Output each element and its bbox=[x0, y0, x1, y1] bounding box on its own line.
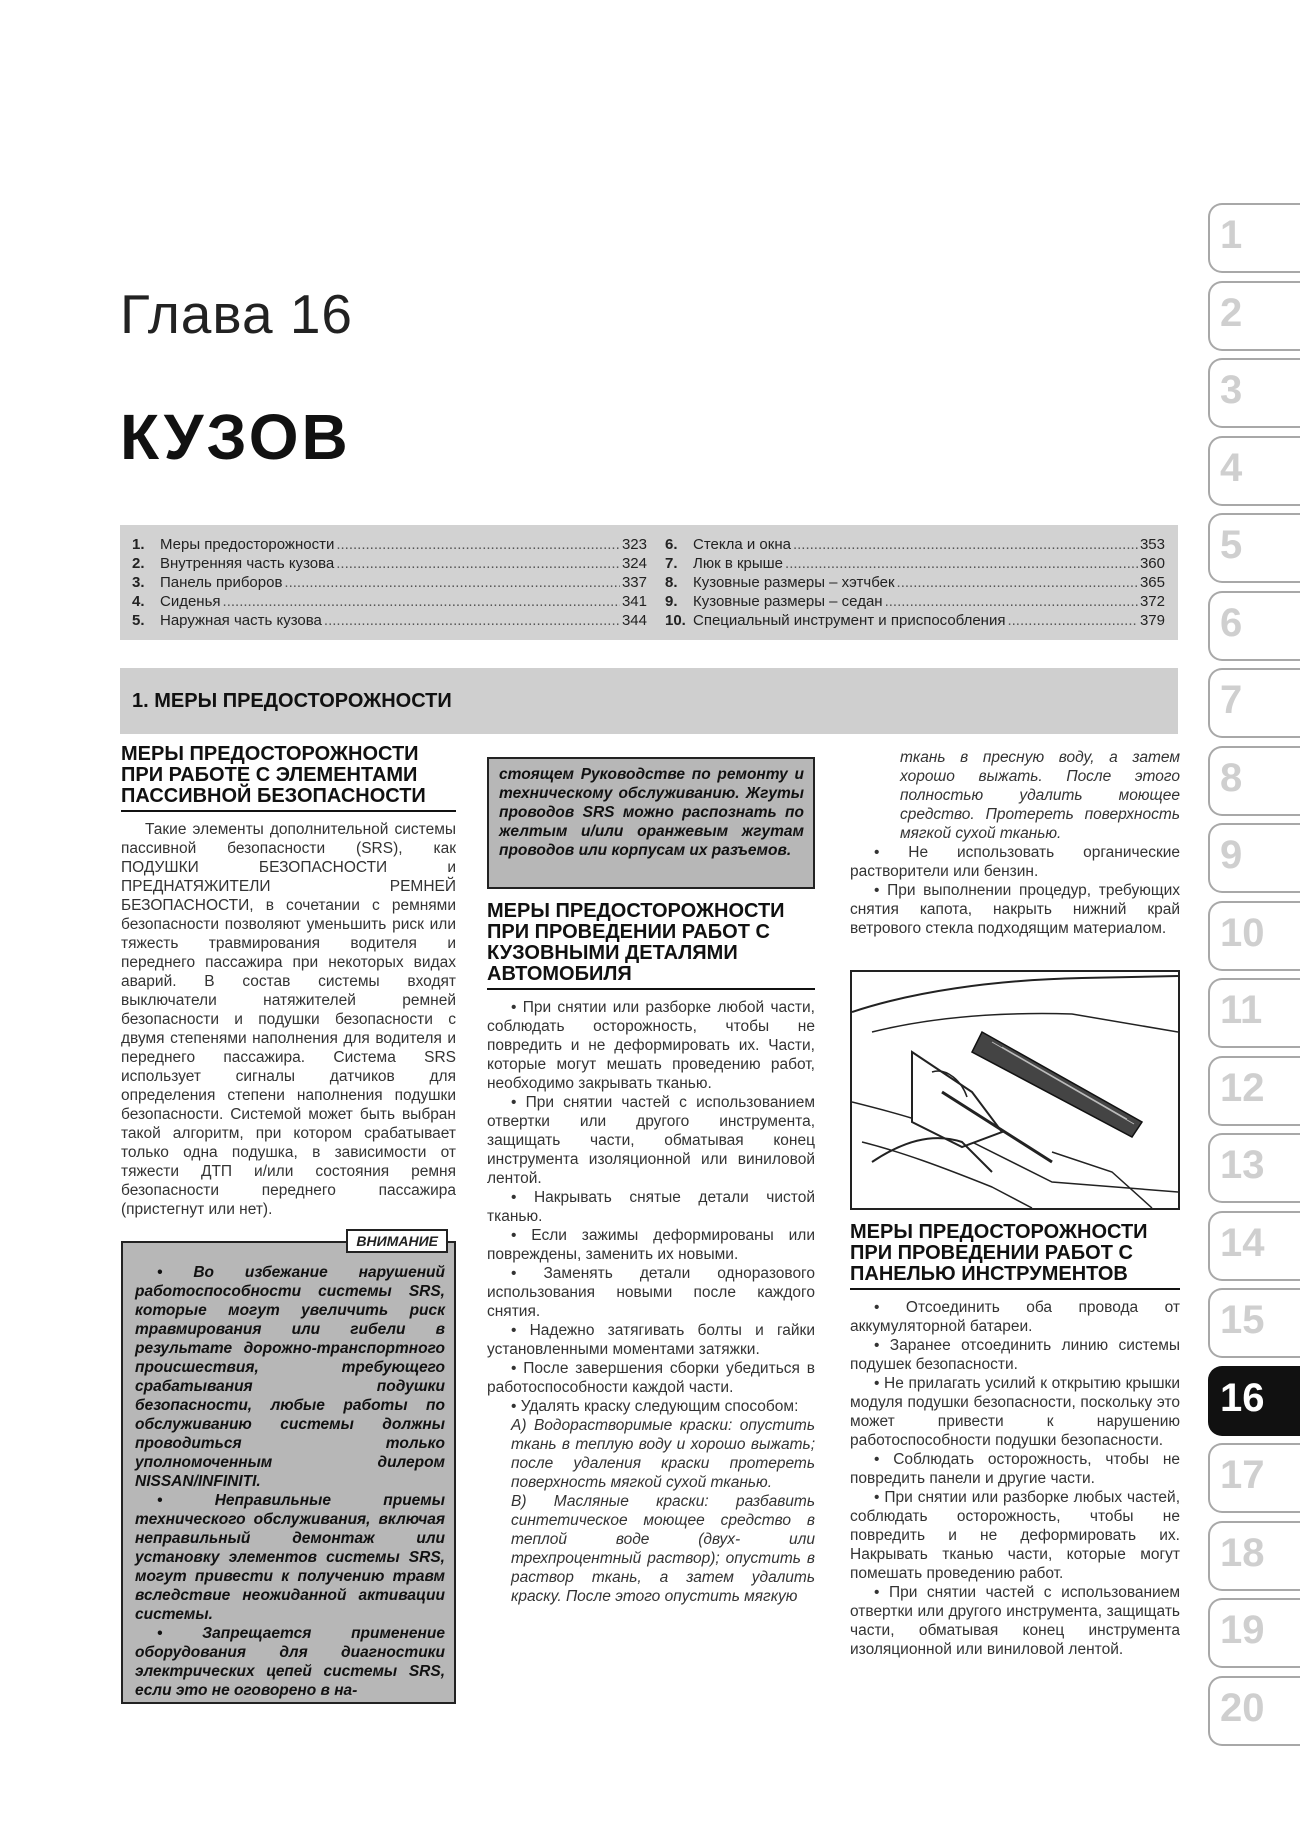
toc-row[interactable] bbox=[665, 535, 1165, 554]
chapter-tab-label: 13 bbox=[1220, 1143, 1265, 1187]
toc-page-number: 372 bbox=[1139, 593, 1165, 610]
chapter-tab-2[interactable] bbox=[1208, 281, 1300, 351]
toc-number: 2. bbox=[132, 555, 145, 572]
list-item: • Не использовать органические растворители или бензин. bbox=[850, 844, 1180, 880]
list-item: • При снятии или разборке любых частей, соблюдать осторожность, чтобы не повредить и не деформировать их. Накрывать тканью части, которые могут помешать проведению работ. bbox=[850, 1489, 1180, 1582]
toc-title: Кузовные размеры – седан bbox=[693, 593, 883, 610]
chapter-tab-label: 4 bbox=[1220, 445, 1243, 490]
toc-title: Наружная часть кузова bbox=[160, 612, 322, 629]
toc-leader bbox=[324, 611, 620, 630]
toc-leader bbox=[223, 592, 620, 611]
col3-heading: МЕРЫ ПРЕДОСТОРОЖНОСТИ ПРИ ПРОВЕДЕНИИ РАБОТ С ПАНЕЛЬЮ ИНСТРУМЕНТОВ bbox=[850, 1222, 1180, 1290]
warning-text bbox=[135, 1263, 445, 1700]
toc-leader bbox=[1007, 611, 1138, 630]
section-title: 1. МЕРЫ ПРЕДОСТОРОЖНОСТИ bbox=[132, 690, 452, 712]
chapter-tab-label: 8 bbox=[1220, 755, 1243, 800]
list-item: • При снятии частей с использованием отвертки или другого инструмента, защищать части, обматывая конец инструмента изоляционной или виниловой лентой. bbox=[850, 1584, 1180, 1658]
col2-items bbox=[487, 998, 815, 1416]
toc-row[interactable] bbox=[665, 611, 1165, 630]
warning-box bbox=[121, 1233, 456, 1704]
toc-leader bbox=[885, 592, 1138, 611]
toc-title: Сиденья bbox=[160, 593, 221, 610]
chapter-label: Глава 16 bbox=[120, 283, 354, 345]
toc-leader bbox=[785, 554, 1138, 573]
chapter-tab-label: 2 bbox=[1220, 290, 1243, 335]
toc-number: 9. bbox=[665, 593, 678, 610]
table-of-contents bbox=[120, 525, 1178, 640]
col3-items bbox=[850, 1298, 1180, 1659]
chapter-tab-label: 17 bbox=[1220, 1453, 1265, 1497]
chapter-tab-13[interactable] bbox=[1208, 1133, 1300, 1203]
chapter-tab-7[interactable] bbox=[1208, 668, 1300, 738]
chapter-tab-16[interactable] bbox=[1208, 1366, 1300, 1436]
toc-right-column bbox=[665, 535, 1165, 630]
toc-page-number: 344 bbox=[621, 612, 647, 629]
toc-title: Кузовные размеры – хэтчбек bbox=[693, 574, 895, 591]
toc-number: 4. bbox=[132, 593, 145, 610]
toc-title: Люк в крыше bbox=[693, 555, 784, 572]
warning-item: • Неправильные приемы технического обслуживания, включая неправильный демонтаж или установку элементов системы SRS, могут привести к получению травм вследствие неожиданной активации системы. bbox=[135, 1492, 445, 1623]
col2-subitems bbox=[487, 1416, 815, 1606]
chapter-tab-6[interactable] bbox=[1208, 591, 1300, 661]
chapter-tab-9[interactable] bbox=[1208, 823, 1300, 893]
chapter-tab-10[interactable] bbox=[1208, 901, 1300, 971]
toc-page-number: 324 bbox=[621, 555, 647, 572]
warning-item: • Во избежание нарушений работоспособности системы SRS, которые могут увеличить риск травмирования или гибели в результате дорожно-транспортного происшествия, требующего срабатывания подушки безопасности, любые работы по обслуживанию системы должны проводиться только уполномоченным дилером NISSAN/INFINITI. bbox=[135, 1264, 445, 1490]
warning-item: • Запрещается применение оборудования для диагностики электрических цепей системы SRS, если это не оговорено в на- bbox=[135, 1625, 445, 1699]
chapter-tab-18[interactable] bbox=[1208, 1521, 1300, 1591]
section-header bbox=[120, 668, 1178, 734]
col1-text: Такие элементы дополнительной системы пассивной безопасности (SRS), как ПОДУШКИ БЕЗОПАСНОСТИ и ПРЕДНАТЯЖИТЕЛИ РЕМНЕЙ БЕЗОПАСНОСТИ, в сочетании с ремнями безопасности позволяют уменьшить риск или тяжесть травмирования водителя и переднего пассажира при некоторых видах аварий. В состав системы входят выключатели натяжителей ремней безопасности и подушки безопасности с двумя степенями наполнения для водителя и переднего пассажира. Система SRS использует сигналы датчиков для определения степени наполнения подушки безопасности. Системой может быть выбран такой алгоритм, при котором срабатывает только одна подушка, в зависимости от тяжести ДТП и/или состояния ремня безопасности переднего пассажира (пристегнут или нет). bbox=[121, 821, 456, 1218]
chapter-tab-8[interactable] bbox=[1208, 746, 1300, 816]
list-item: • При снятии или разборке любой части, соблюдать осторожность, чтобы не повредить и не деформировать их. Части, которые могут мешать проведению работ, необходимо закрывать тканью. bbox=[487, 999, 815, 1092]
toc-leader bbox=[793, 535, 1138, 554]
toc-number: 3. bbox=[132, 574, 145, 591]
toc-row[interactable] bbox=[132, 592, 647, 611]
chapter-tab-12[interactable] bbox=[1208, 1056, 1300, 1126]
toc-title: Меры предосторожности bbox=[160, 536, 335, 553]
chapter-tab-label: 12 bbox=[1220, 1065, 1265, 1110]
toc-page-number: 353 bbox=[1139, 536, 1165, 553]
chapter-tab-label: 1 bbox=[1220, 213, 1243, 257]
warning-label: ВНИМАНИЕ bbox=[346, 1229, 448, 1253]
chapter-tab-20[interactable] bbox=[1208, 1676, 1300, 1746]
note-box bbox=[487, 757, 815, 889]
toc-number: 6. bbox=[665, 536, 678, 553]
toc-title: Стекла и окна bbox=[693, 536, 791, 553]
toc-row[interactable] bbox=[132, 535, 647, 554]
col3-continuation: ткань в пресную воду, а затем хорошо выжать. После этого полностью удалить моющее средство. Протереть поверхность мягкой сухой тканью. bbox=[900, 749, 1180, 842]
column-3 bbox=[850, 748, 1180, 938]
toc-number: 1. bbox=[132, 536, 145, 553]
toc-number: 8. bbox=[665, 574, 678, 591]
column-2 bbox=[487, 901, 815, 1606]
chapter-tab-1[interactable] bbox=[1208, 203, 1300, 273]
list-item: • После завершения сборки убедиться в работоспособности каждой части. bbox=[487, 1360, 815, 1396]
chapter-tab-label: 11 bbox=[1220, 988, 1263, 1032]
sub-item: A) Водорастворимые краски: опустить ткань в теплую воду и хорошо выжать; после удаления краски протереть поверхность мягкой сухой тканью. bbox=[511, 1417, 815, 1491]
list-item: • Соблюдать осторожность, чтобы не повредить панели и другие части. bbox=[850, 1451, 1180, 1487]
list-item: • Удалять краску следующим способом: bbox=[511, 1398, 799, 1415]
toc-row[interactable] bbox=[665, 592, 1165, 611]
list-item: • При выполнении процедур, требующих снятия капота, накрыть нижний край ветрового стекла подходящим материалом. bbox=[850, 882, 1180, 937]
toc-number: 10. bbox=[665, 612, 686, 629]
toc-left-column bbox=[132, 535, 647, 630]
toc-leader bbox=[897, 573, 1138, 592]
chapter-tab-19[interactable] bbox=[1208, 1598, 1300, 1668]
list-item: • Надежно затягивать болты и гайки установленными моментами затяжки. bbox=[487, 1322, 815, 1358]
toc-page-number: 341 bbox=[621, 593, 647, 610]
chapter-tab-label: 20 bbox=[1220, 1685, 1265, 1730]
chapter-tab-17[interactable] bbox=[1208, 1443, 1300, 1513]
toc-row[interactable] bbox=[665, 554, 1165, 573]
chapter-tab-label: 14 bbox=[1220, 1220, 1265, 1265]
list-item: • Заранее отсоединить линию системы подушек безопасности. bbox=[850, 1337, 1180, 1373]
windshield-cover-drawing bbox=[852, 972, 1178, 1208]
toc-leader bbox=[284, 573, 620, 592]
chapter-tab-label: 5 bbox=[1220, 523, 1243, 567]
sub-item: B) Масляные краски: разбавить синтетическое моющее средство в теплой воде (двух- или трехпроцентный раствор); опустить в раствор ткань, а затем удалить краску. После этого опустить мягкую bbox=[511, 1493, 815, 1605]
list-item: • Заменять детали одноразового использования новыми после каждого снятия. bbox=[487, 1265, 815, 1320]
toc-number: 5. bbox=[132, 612, 145, 629]
chapter-tab-label: 3 bbox=[1220, 368, 1243, 412]
column-3-lower bbox=[850, 1222, 1180, 1659]
chapter-tab-4[interactable] bbox=[1208, 436, 1300, 506]
col3-top-items bbox=[850, 843, 1180, 938]
toc-row[interactable] bbox=[132, 611, 647, 630]
chapter-tab-5[interactable] bbox=[1208, 513, 1300, 583]
chapter-tab-15[interactable] bbox=[1208, 1288, 1300, 1358]
chapter-tab-label: 19 bbox=[1220, 1608, 1265, 1652]
windshield-illustration bbox=[850, 970, 1180, 1210]
toc-row[interactable] bbox=[665, 573, 1165, 592]
chapter-tab-label: 18 bbox=[1220, 1530, 1265, 1575]
chapter-name: КУЗОВ bbox=[120, 401, 351, 473]
toc-leader bbox=[336, 554, 620, 573]
toc-row[interactable] bbox=[132, 573, 647, 592]
chapter-tab-3[interactable] bbox=[1208, 358, 1300, 428]
toc-page-number: 337 bbox=[621, 574, 647, 591]
col1-heading: МЕРЫ ПРЕДОСТОРОЖНОСТИ ПРИ РАБОТЕ С ЭЛЕМЕНТАМИ ПАССИВНОЙ БЕЗОПАСНОСТИ bbox=[121, 744, 456, 812]
toc-page-number: 323 bbox=[621, 536, 647, 553]
list-item: • При снятии частей с использованием отвертки или другого инструмента, защищать части, обматывая конец инструмента изоляционной или виниловой лентой. bbox=[487, 1094, 815, 1187]
list-item: • Не прилагать усилий к открытию крышки модуля подушки безопасности, поскольку это может привести к нарушению работоспособности подушки безопасности. bbox=[850, 1375, 1180, 1449]
chapter-tab-14[interactable] bbox=[1208, 1211, 1300, 1281]
chapter-tab-11[interactable] bbox=[1208, 978, 1300, 1048]
list-item: • Отсоединить оба провода от аккумуляторной батареи. bbox=[850, 1299, 1180, 1335]
toc-title: Панель приборов bbox=[160, 574, 283, 591]
note-text: стоящем Руководстве по ремонту и техническому обслуживанию. Жгуты проводов SRS можно распознать по желтым и/или оранжевым жгутам проводов или корпусам их разъемов. bbox=[499, 766, 804, 859]
column-1 bbox=[121, 744, 456, 1219]
col2-heading: МЕРЫ ПРЕДОСТОРОЖНОСТИ ПРИ ПРОВЕДЕНИИ РАБОТ С КУЗОВНЫМИ ДЕТАЛЯМИ АВТОМОБИЛЯ bbox=[487, 901, 815, 990]
list-item: • Накрывать снятые детали чистой тканью. bbox=[487, 1189, 815, 1225]
list-item: • Если зажимы деформированы или повреждены, заменить их новыми. bbox=[487, 1227, 815, 1263]
chapter-tab-label: 7 bbox=[1220, 678, 1243, 722]
toc-page-number: 360 bbox=[1139, 555, 1165, 572]
toc-title: Внутренняя часть кузова bbox=[160, 555, 335, 572]
toc-title: Специальный инструмент и приспособления bbox=[693, 612, 1006, 629]
chapter-tab-label: 9 bbox=[1220, 833, 1243, 877]
toc-leader bbox=[336, 535, 620, 554]
chapter-tab-label: 15 bbox=[1220, 1298, 1265, 1342]
chapter-tab-label: 10 bbox=[1220, 910, 1265, 955]
chapter-tab-label: 6 bbox=[1220, 600, 1243, 645]
toc-page-number: 379 bbox=[1139, 612, 1165, 629]
toc-page-number: 365 bbox=[1139, 574, 1165, 591]
toc-number: 7. bbox=[665, 555, 678, 572]
chapter-tab-label: 16 bbox=[1220, 1375, 1265, 1420]
toc-row[interactable] bbox=[132, 554, 647, 573]
